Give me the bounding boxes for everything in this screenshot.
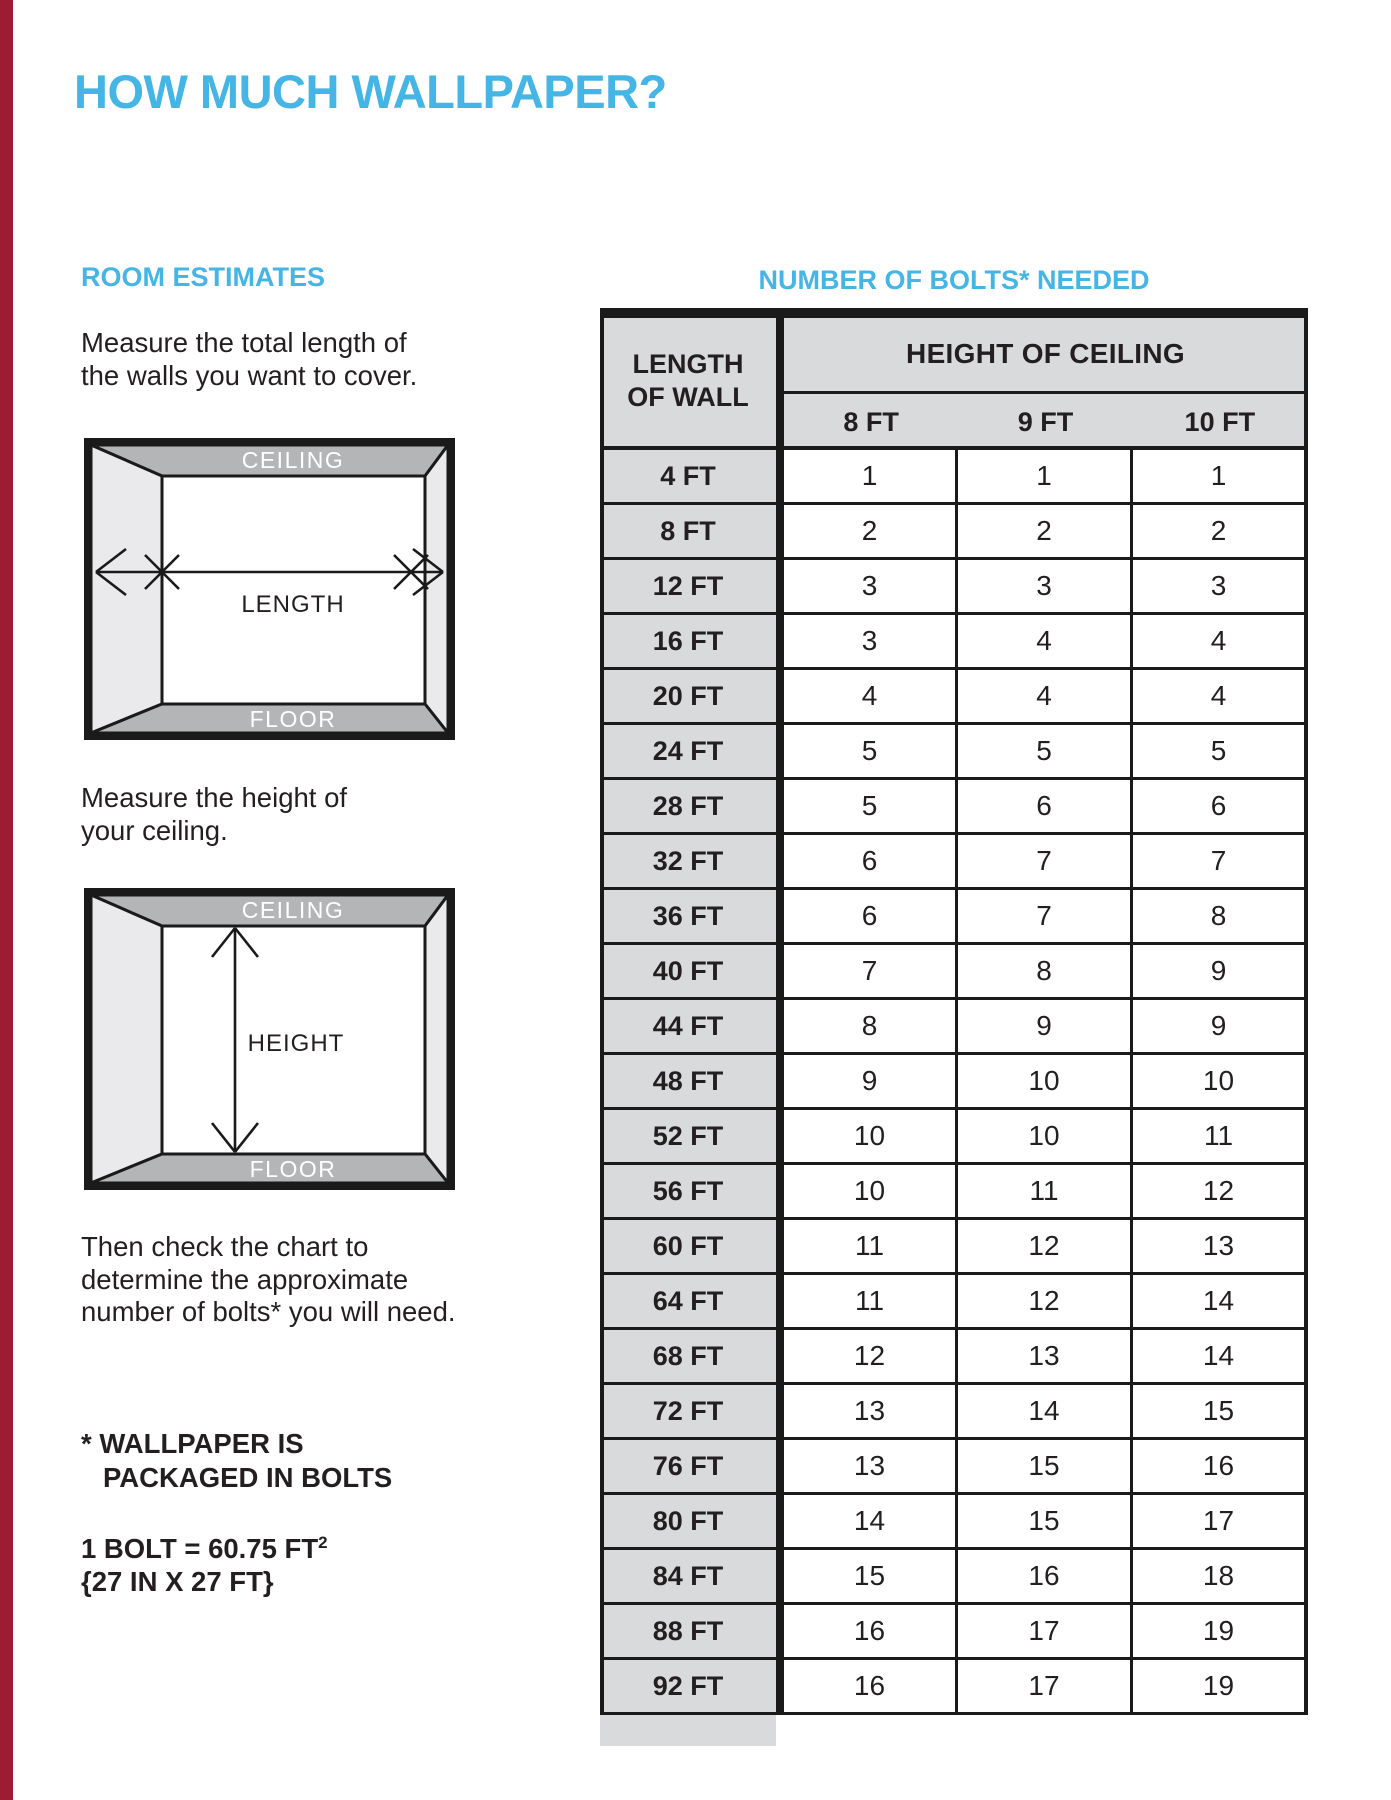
table-header-bottom-border xyxy=(600,446,1308,450)
bolt-count-cell: 3 xyxy=(958,560,1130,615)
row-label: 36 FT xyxy=(600,890,776,945)
column-header-9ft: 9 FT xyxy=(1017,407,1074,437)
bolt-count-cell: 6 xyxy=(1133,780,1304,835)
bolt-count-cell: 16 xyxy=(784,1660,955,1715)
bolt-count-cell: 10 xyxy=(958,1055,1130,1110)
row-label: 48 FT xyxy=(600,1055,776,1110)
bolt-count-cell: 7 xyxy=(958,835,1130,890)
bolt-count-cell: 17 xyxy=(958,1660,1130,1715)
row-label: 12 FT xyxy=(600,560,776,615)
bolt-count-cell: 4 xyxy=(1133,615,1304,670)
step1-line1: Measure the total length of xyxy=(81,327,407,358)
bolt-dimensions: {27 IN X 27 FT} xyxy=(81,1566,274,1598)
bolt-count-cell: 2 xyxy=(784,505,955,560)
bolt-count-cell: 14 xyxy=(1133,1275,1304,1330)
bolt-count-cell: 2 xyxy=(1133,505,1304,560)
footnote-line1: * WALLPAPER IS xyxy=(81,1428,304,1459)
bolt-count-cell: 9 xyxy=(784,1055,955,1110)
bolt-count-cell: 14 xyxy=(958,1385,1130,1440)
table-left-border xyxy=(600,318,604,1715)
row-header-line2: OF WALL xyxy=(627,382,749,412)
bolt-count-cell: 14 xyxy=(1133,1330,1304,1385)
bolt-count-cell: 7 xyxy=(1133,835,1304,890)
bolt-count-cell: 15 xyxy=(958,1495,1130,1550)
bolt-count-cell: 16 xyxy=(958,1550,1130,1605)
row-header-line1: LENGTH xyxy=(632,349,744,379)
bolt-count-cell: 13 xyxy=(784,1385,955,1440)
values-column-9ft xyxy=(958,450,1130,1715)
row-label: 16 FT xyxy=(600,615,776,670)
bolt-count-cell: 14 xyxy=(784,1495,955,1550)
column-header-10ft: 10 FT xyxy=(1184,407,1256,437)
row-label: 84 FT xyxy=(600,1550,776,1605)
row-label: 8 FT xyxy=(600,505,776,560)
step3-text xyxy=(81,1231,456,1329)
table-thick-divider xyxy=(776,318,784,1715)
bolt-count-cell: 6 xyxy=(958,780,1130,835)
bolt-count-cell: 5 xyxy=(958,725,1130,780)
table-vertical-border-2 xyxy=(1130,450,1133,1715)
bolt-count-cell: 18 xyxy=(1133,1550,1304,1605)
bolt-count-cell: 19 xyxy=(1133,1605,1304,1660)
row-label: 76 FT xyxy=(600,1440,776,1495)
bolt-count-cell: 3 xyxy=(1133,560,1304,615)
height-label: HEIGHT xyxy=(247,1030,345,1057)
bolt-count-cell: 17 xyxy=(1133,1495,1304,1550)
bolt-count-cell: 10 xyxy=(1133,1055,1304,1110)
values-column-8ft xyxy=(784,450,955,1715)
page-edge-stripe xyxy=(0,0,13,1800)
row-label: 72 FT xyxy=(600,1385,776,1440)
ceiling-label: CEILING xyxy=(241,447,345,473)
bolt-count-cell: 10 xyxy=(958,1110,1130,1165)
bolt-count-cell: 9 xyxy=(958,1000,1130,1055)
row-label: 80 FT xyxy=(600,1495,776,1550)
bolt-count-cell: 12 xyxy=(958,1275,1130,1330)
bolt-count-cell: 9 xyxy=(1133,1000,1304,1055)
bolt-count-cell: 7 xyxy=(784,945,955,1000)
bolt-info xyxy=(81,1526,328,1598)
bolt-count-cell: 7 xyxy=(958,890,1130,945)
floor-label: FLOOR xyxy=(249,1156,337,1182)
bolt-count-cell: 1 xyxy=(1133,450,1304,505)
table-subheader-divider xyxy=(784,391,1307,394)
values-column-10ft xyxy=(1133,450,1304,1715)
step3-line2: determine the approximate xyxy=(81,1263,409,1295)
room-height-illustration xyxy=(84,888,455,1190)
bolt-count-cell: 4 xyxy=(784,670,955,725)
row-label: 60 FT xyxy=(600,1220,776,1275)
bolt-count-cell: 6 xyxy=(784,835,955,890)
row-label: 4 FT xyxy=(600,450,776,505)
step3-line1: Then check the chart to xyxy=(81,1231,369,1262)
row-label: 64 FT xyxy=(600,1275,776,1330)
bolt-count-cell: 3 xyxy=(784,560,955,615)
table-top-border xyxy=(600,308,1308,318)
footnote-line2: PACKAGED IN BOLTS xyxy=(103,1462,393,1493)
bolt-count-cell: 17 xyxy=(958,1605,1130,1660)
bolt-count-cell: 16 xyxy=(784,1605,955,1660)
bolt-count-cell: 2 xyxy=(958,505,1130,560)
bolt-count-cell: 10 xyxy=(784,1110,955,1165)
row-label: 32 FT xyxy=(600,835,776,890)
bolt-count-cell: 13 xyxy=(1133,1220,1304,1275)
bolt-count-cell: 11 xyxy=(958,1165,1130,1220)
bolt-count-cell: 11 xyxy=(1133,1110,1304,1165)
bolt-count-cell: 15 xyxy=(958,1440,1130,1495)
bolt-count-cell: 8 xyxy=(784,1000,955,1055)
bolt-count-cell: 6 xyxy=(784,890,955,945)
bolt-count-cell: 11 xyxy=(784,1220,955,1275)
bolt-count-cell: 4 xyxy=(958,670,1130,725)
bolt-count-cell: 5 xyxy=(784,780,955,835)
bolt-count-cell: 5 xyxy=(1133,725,1304,780)
row-label: 44 FT xyxy=(600,1000,776,1055)
bolt-count-cell: 13 xyxy=(958,1330,1130,1385)
page-title: HOW MUCH WALLPAPER? xyxy=(74,65,667,118)
bolt-count-cell: 8 xyxy=(958,945,1130,1000)
row-label: 88 FT xyxy=(600,1605,776,1660)
step1-line2: the walls you want to cover. xyxy=(81,360,418,391)
step3-line3: number of bolts* you will need. xyxy=(81,1296,456,1327)
ceiling-label: CEILING xyxy=(241,897,345,923)
footnote-text xyxy=(81,1427,392,1495)
bolt-count-cell: 1 xyxy=(784,450,955,505)
step2-line1: Measure the height of xyxy=(81,782,348,813)
step2-text xyxy=(81,781,347,847)
row-label: 92 FT xyxy=(600,1660,776,1715)
bolt-count-cell: 8 xyxy=(1133,890,1304,945)
bolt-count-cell: 9 xyxy=(1133,945,1304,1000)
wall-length-column xyxy=(600,450,776,1715)
column-group-header: HEIGHT OF CEILING xyxy=(906,338,1185,369)
table-vertical-border-1 xyxy=(955,450,958,1715)
room-estimates-heading: ROOM ESTIMATES xyxy=(81,262,326,292)
row-label: 68 FT xyxy=(600,1330,776,1385)
bolt-count-cell: 4 xyxy=(958,615,1130,670)
bolt-count-cell: 4 xyxy=(1133,670,1304,725)
row-label: 20 FT xyxy=(600,670,776,725)
table-right-border xyxy=(1304,318,1308,1715)
bolt-count-cell: 12 xyxy=(958,1220,1130,1275)
room-length-illustration xyxy=(84,438,455,740)
row-group-header xyxy=(600,348,776,414)
row-label: 52 FT xyxy=(600,1110,776,1165)
height-diagram xyxy=(84,888,455,1190)
table-bottom-stub xyxy=(600,1715,776,1746)
bolt-count-cell: 12 xyxy=(1133,1165,1304,1220)
bolt-count-cell: 12 xyxy=(784,1330,955,1385)
row-label: 40 FT xyxy=(600,945,776,1000)
bolt-equation: 1 BOLT = 60.75 $FT^2$ xyxy=(81,1533,328,1565)
floor-label: FLOOR xyxy=(249,706,337,732)
bolt-count-cell: 3 xyxy=(784,615,955,670)
step1-text xyxy=(81,326,417,392)
bolt-count-cell: 15 xyxy=(1133,1385,1304,1440)
bolt-count-cell: 11 xyxy=(784,1275,955,1330)
length-label: LENGTH xyxy=(241,591,345,618)
column-header-8ft: 8 FT xyxy=(843,407,899,437)
bolt-count-cell: 5 xyxy=(784,725,955,780)
row-label: 56 FT xyxy=(600,1165,776,1220)
bolt-count-cell: 1 xyxy=(958,450,1130,505)
bolt-count-cell: 16 xyxy=(1133,1440,1304,1495)
row-label: 28 FT xyxy=(600,780,776,835)
column-headers xyxy=(784,407,1307,438)
step2-line2: your ceiling. xyxy=(81,815,228,846)
bolt-count-cell: 15 xyxy=(784,1550,955,1605)
bolt-count-cell: 19 xyxy=(1133,1660,1304,1715)
bolts-table-heading: NUMBER OF BOLTS* NEEDED xyxy=(758,265,1150,295)
exponent: 2 xyxy=(318,1533,328,1552)
length-diagram xyxy=(84,438,455,740)
row-label: 24 FT xyxy=(600,725,776,780)
bolt-count-cell: 13 xyxy=(784,1440,955,1495)
bolt-count-cell: 10 xyxy=(784,1165,955,1220)
